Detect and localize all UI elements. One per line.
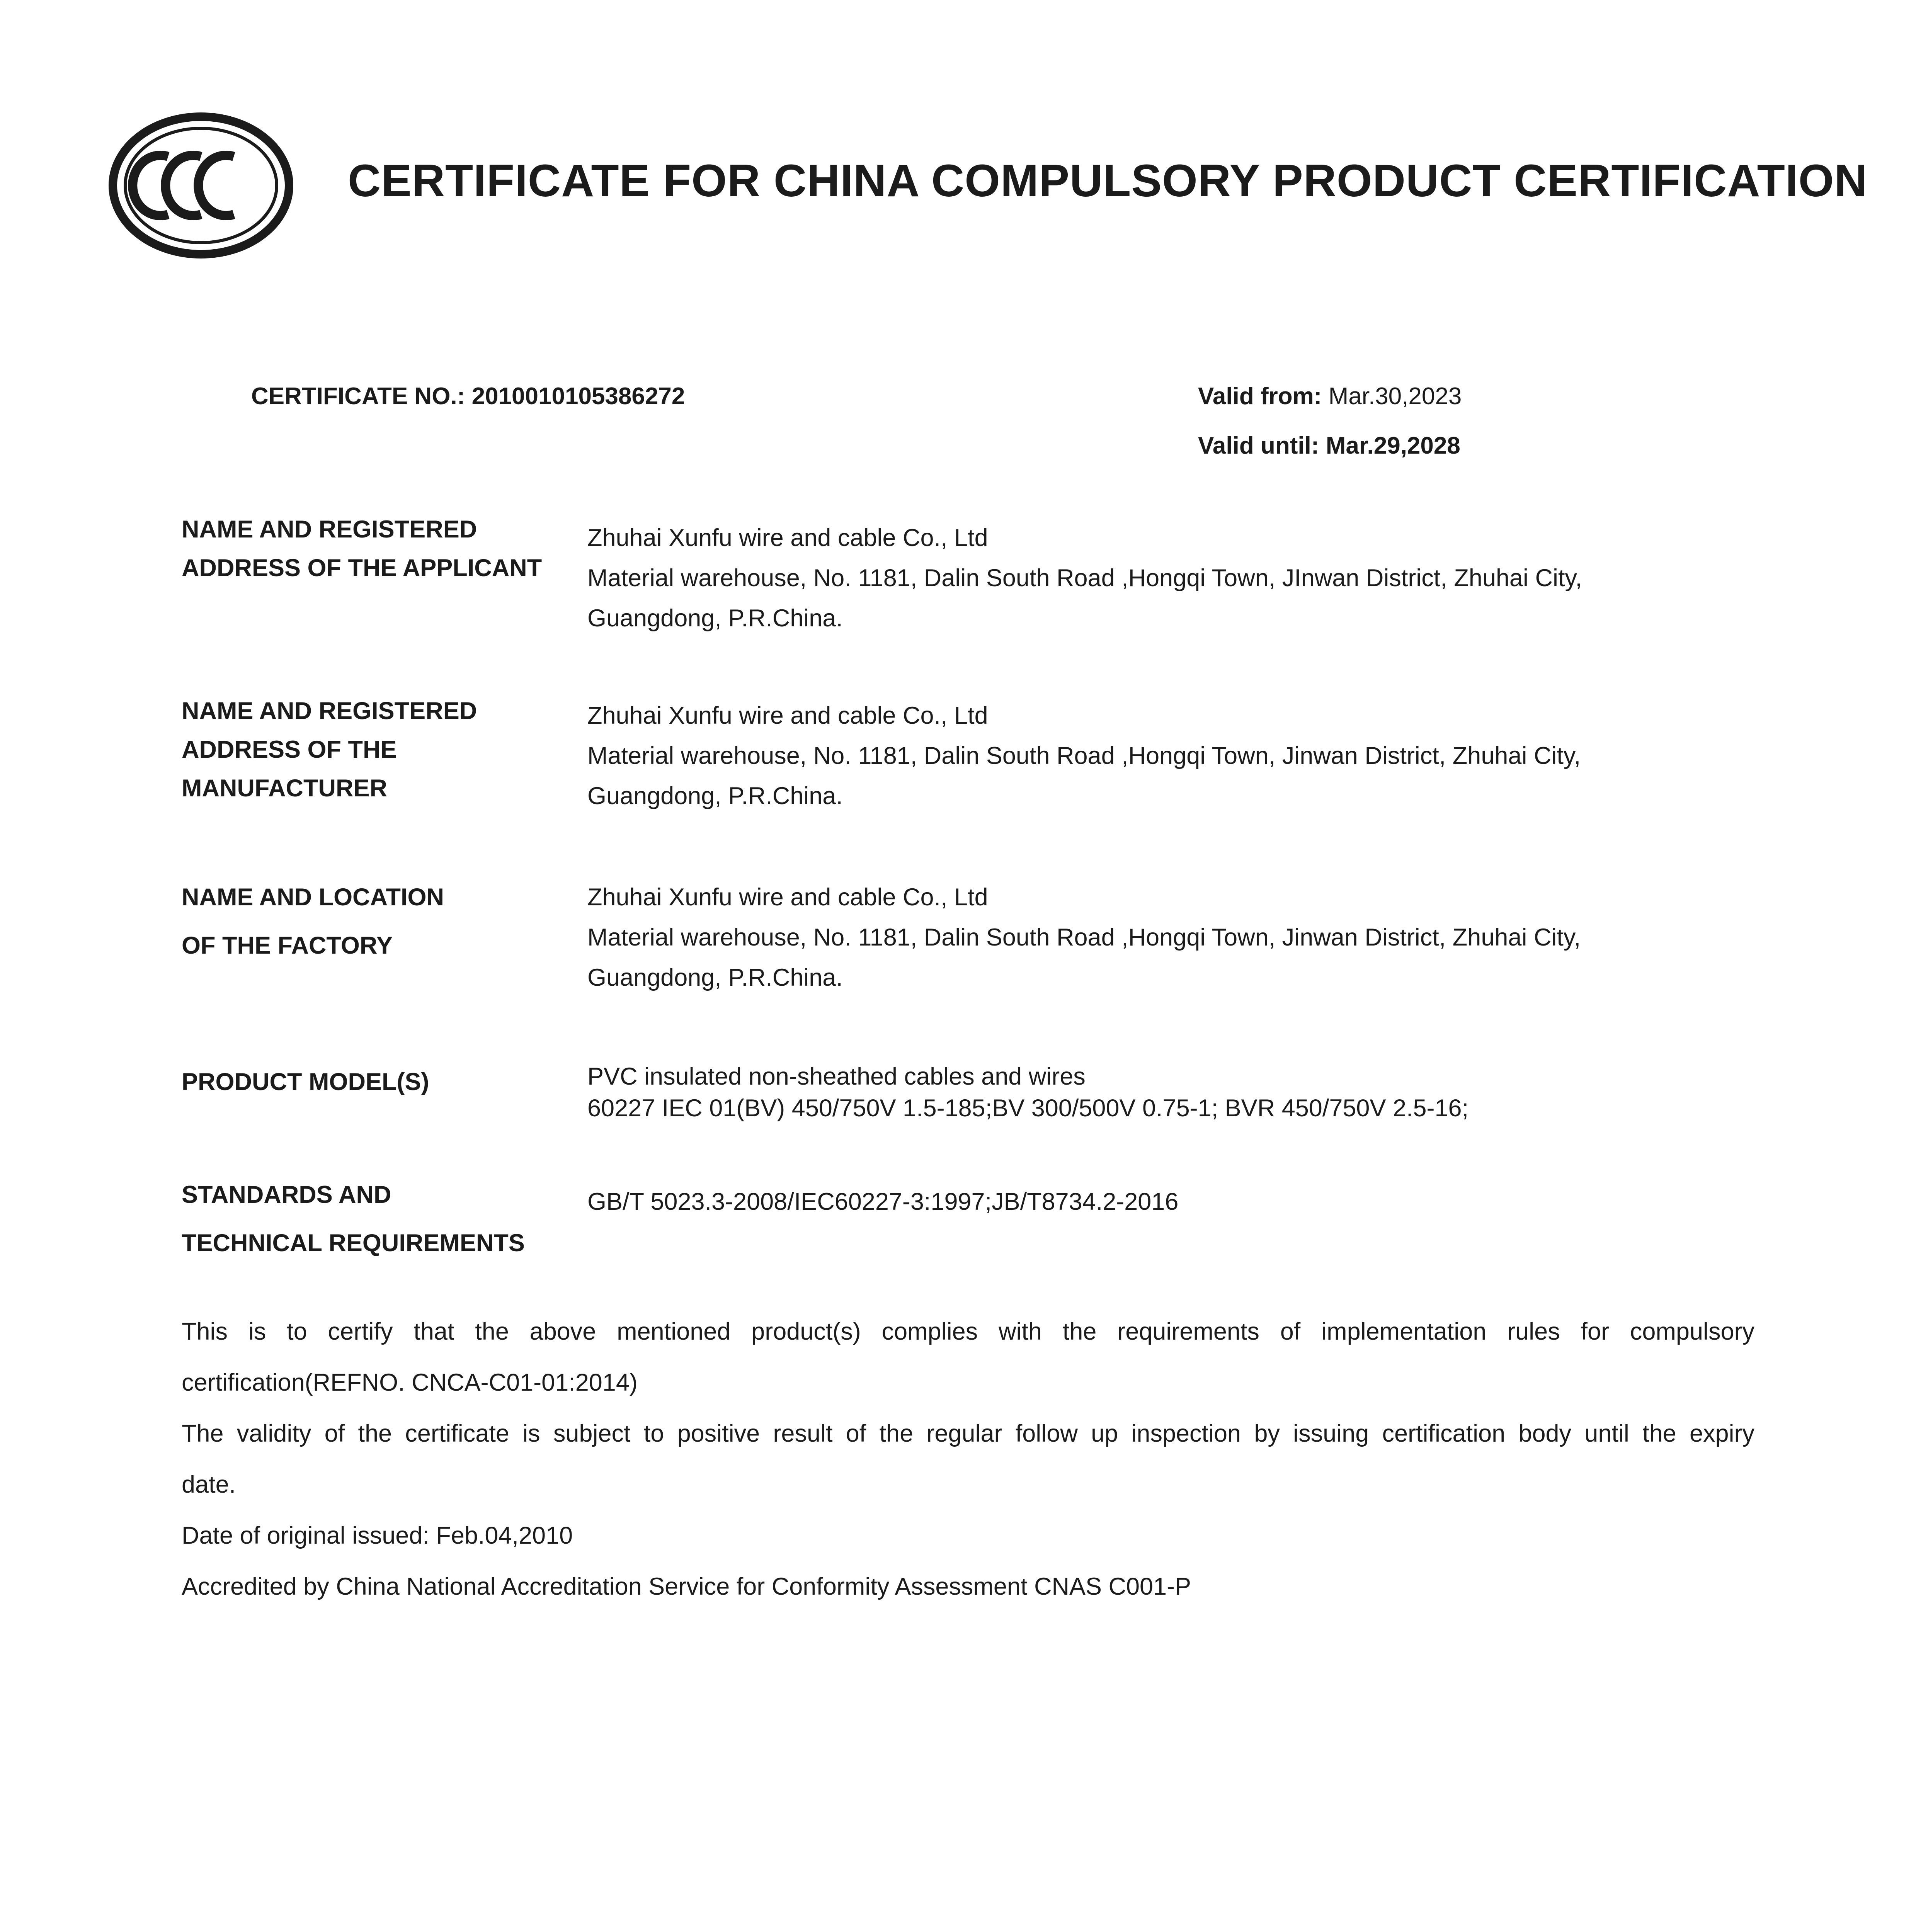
applicant-address-line: Guangdong, P.R.China. bbox=[587, 605, 843, 632]
valid-until-value: Mar.29,2028 bbox=[1326, 432, 1460, 459]
factory-address-line: Guangdong, P.R.China. bbox=[587, 964, 843, 991]
product-description: PVC insulated non-sheathed cables and wires bbox=[587, 1063, 1086, 1090]
applicant-label-line: ADDRESS OF THE APPLICANT bbox=[182, 554, 542, 582]
valid-from bbox=[1198, 383, 1462, 410]
certificate-number-label: CERTIFICATE NO.: bbox=[251, 383, 465, 410]
product-models-value bbox=[587, 1061, 1766, 1124]
factory-label-line: OF THE FACTORY bbox=[182, 932, 393, 959]
standards-value bbox=[587, 1182, 1766, 1222]
manufacturer-label-line: MANUFACTURER bbox=[182, 775, 387, 802]
valid-from-label: Valid from: bbox=[1198, 383, 1322, 410]
standards-label bbox=[182, 1171, 568, 1267]
factory-label-line: NAME AND LOCATION bbox=[182, 884, 444, 911]
manufacturer-address-line: Guangdong, P.R.China. bbox=[587, 782, 843, 810]
factory-label bbox=[182, 873, 568, 970]
applicant-name: Zhuhai Xunfu wire and cable Co., Ltd bbox=[587, 524, 988, 551]
manufacturer-address-line: Material warehouse, No. 1181, Dalin South Road ,Hongqi Town, Jinwan District, Zhuhai City, bbox=[587, 742, 1581, 769]
factory-address-line: Material warehouse, No. 1181, Dalin South Road ,Hongqi Town, Jinwan District, Zhuhai City, bbox=[587, 924, 1581, 951]
product-models-label: PRODUCT MODEL(S) bbox=[182, 1068, 429, 1095]
factory-value bbox=[587, 877, 1766, 998]
applicant-label-line: NAME AND REGISTERED bbox=[182, 516, 477, 543]
applicant-label bbox=[182, 510, 568, 587]
manufacturer-name: Zhuhai Xunfu wire and cable Co., Ltd bbox=[587, 702, 988, 729]
manufacturer-label bbox=[182, 692, 568, 808]
applicant-value bbox=[587, 518, 1766, 638]
standards-list: GB/T 5023.3-2008/IEC60227-3:1997;JB/T8734.2-2016 bbox=[587, 1188, 1179, 1215]
accreditation-statement: Accredited by China National Accreditation Service for Conformity Assessment CNAS C001-P bbox=[182, 1573, 1191, 1600]
ccc-logo bbox=[108, 112, 294, 259]
statement-line: date. bbox=[182, 1471, 236, 1498]
statement-line: The validity of the certificate is subject to positive result of the regular follow up inspection by issuing certification body until the expiry bbox=[182, 1420, 1754, 1447]
standards-label-line: STANDARDS AND bbox=[182, 1181, 391, 1208]
valid-until-label: Valid until: bbox=[1198, 432, 1319, 459]
page-title: CERTIFICATE FOR CHINA COMPULSORY PRODUCT CERTIFICATION bbox=[348, 155, 1868, 206]
certificate-number-value: 2010010105386272 bbox=[471, 383, 685, 410]
valid-until bbox=[1198, 432, 1460, 459]
standards-label-line: TECHNICAL REQUIREMENTS bbox=[182, 1230, 525, 1257]
valid-from-value: Mar.30,2023 bbox=[1328, 383, 1462, 410]
statement-line: certification(REFNO. CNCA-C01-01:2014) bbox=[182, 1369, 638, 1396]
product-model-list: 60227 IEC 01(BV) 450/750V 1.5-185;BV 300/500V 0.75-1; BVR 450/750V 2.5-16; bbox=[587, 1095, 1469, 1122]
certification-statements bbox=[182, 1306, 1754, 1612]
manufacturer-label-line: NAME AND REGISTERED bbox=[182, 697, 477, 724]
manufacturer-label-line: ADDRESS OF THE bbox=[182, 736, 397, 763]
manufacturer-value bbox=[587, 696, 1766, 816]
applicant-address-line: Material warehouse, No. 1181, Dalin South Road ,Hongqi Town, JInwan District, Zhuhai City, bbox=[587, 565, 1582, 592]
factory-name: Zhuhai Xunfu wire and cable Co., Ltd bbox=[587, 884, 988, 911]
statement-line: This is to certify that the above mentioned product(s) complies with the requirements of implementation rules for compulsory bbox=[182, 1318, 1754, 1345]
certificate-number bbox=[251, 383, 685, 410]
original-issue-date: Date of original issued: Feb.04,2010 bbox=[182, 1522, 573, 1549]
